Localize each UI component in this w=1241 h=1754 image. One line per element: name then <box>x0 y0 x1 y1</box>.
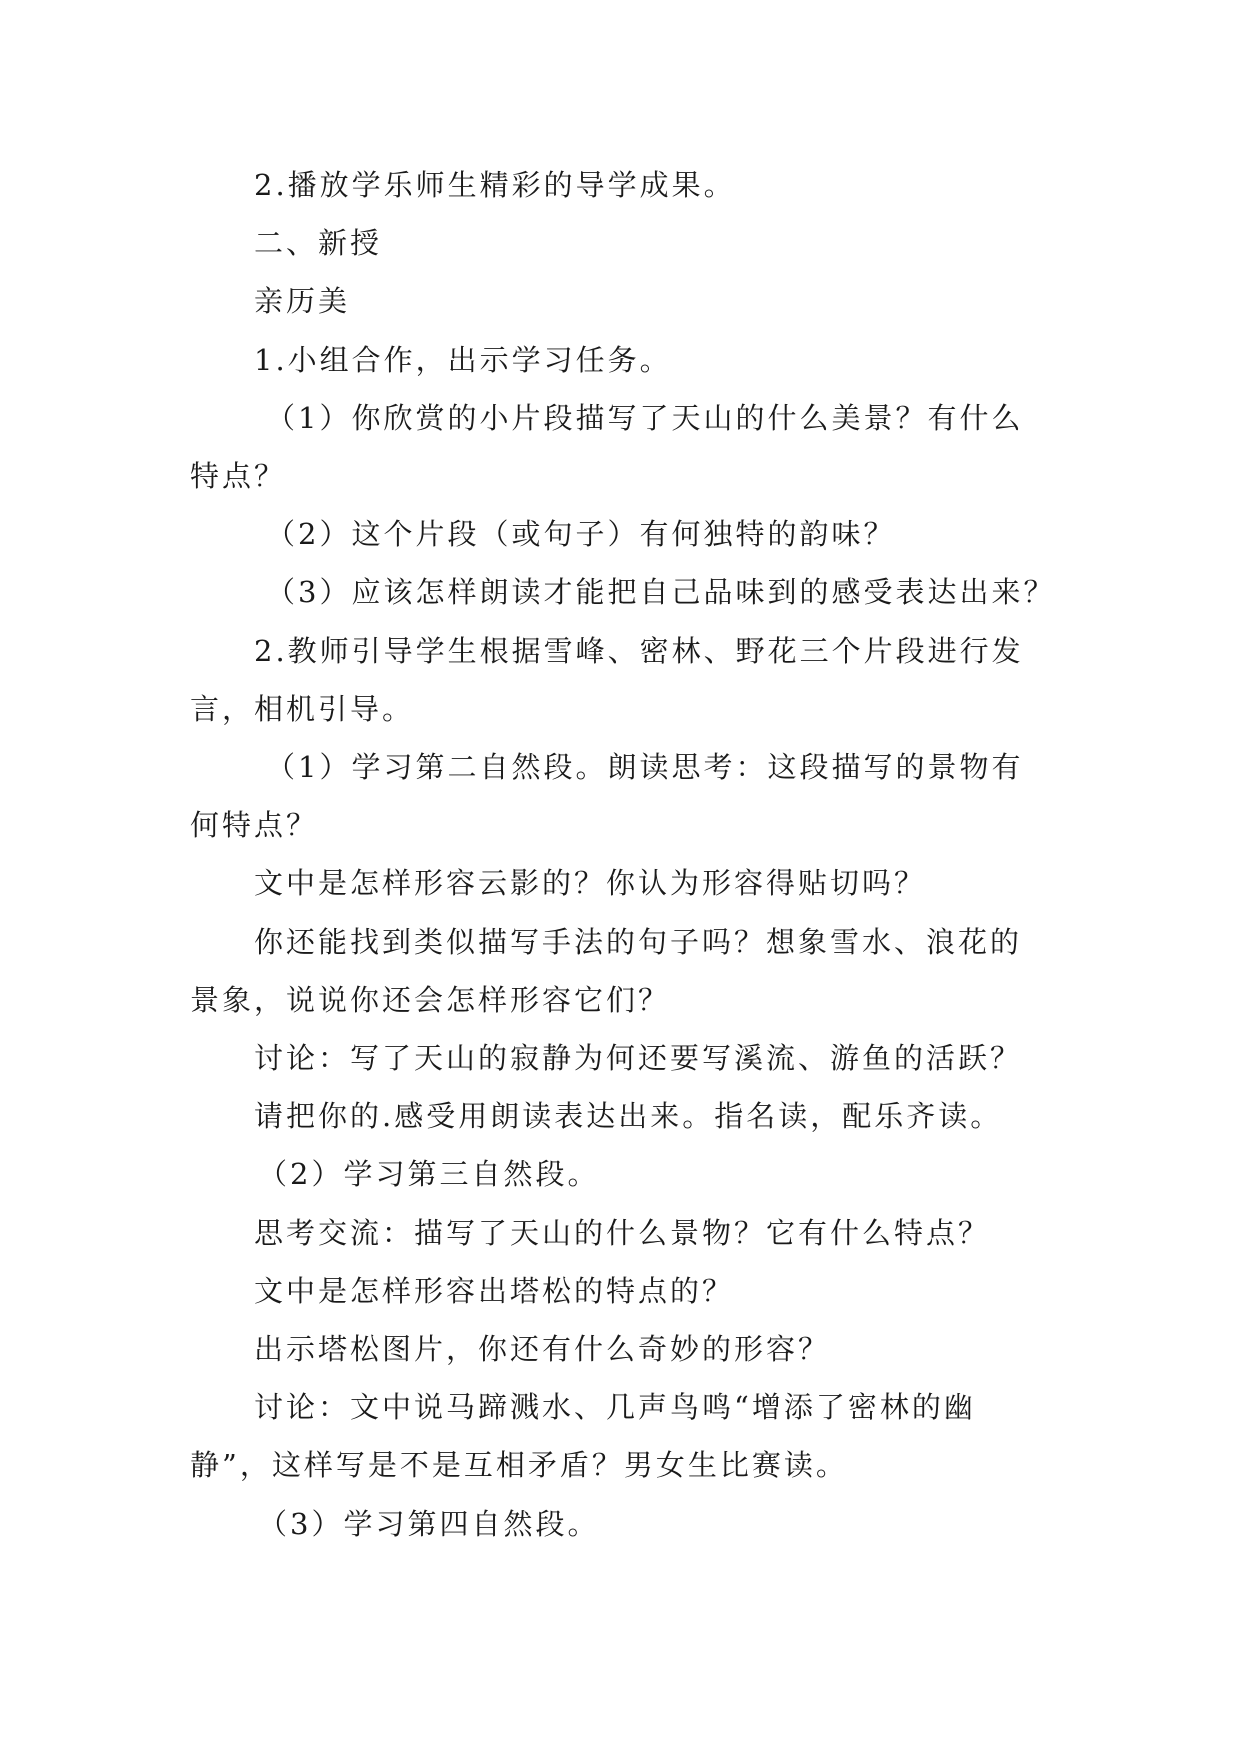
paragraph-line: 思考交流：描写了天山的什么景物？它有什么特点？ <box>254 1215 991 1250</box>
paragraph-line: （3）学习第四自然段。 <box>258 1506 600 1541</box>
paragraph-line: 文中是怎样形容云影的？你认为形容得贴切吗？ <box>254 866 927 901</box>
paragraph-line: 出示塔松图片，你还有什么奇妙的形容？ <box>254 1332 831 1367</box>
paragraph-line: 2.教师引导学生根据雪峰、密林、野花三个片段进行发 <box>254 633 1024 668</box>
subsection-heading: 亲历美 <box>254 284 351 319</box>
paragraph-line: 景象，说说你还会怎样形容它们？ <box>190 982 671 1017</box>
paragraph-line: （2）学习第三自然段。 <box>258 1157 600 1192</box>
document-body <box>190 156 1070 1553</box>
paragraph-line: 讨论：文中说马蹄溅水、几声鸟鸣“增添了密林的幽 <box>254 1390 976 1425</box>
section-heading: 二、新授 <box>254 226 383 261</box>
paragraph-line: （2）这个片段（或句子）有何独特的韵味？ <box>266 517 896 552</box>
paragraph-line: （3）应该怎样朗读才能把自己品味到的感受表达出来？ <box>266 575 1056 610</box>
paragraph-line: （1）学习第二自然段。朗读思考：这段描写的景物有 <box>266 750 1024 785</box>
paragraph-line: 特点？ <box>190 459 287 494</box>
paragraph-line: 何特点？ <box>190 808 319 843</box>
paragraph-line: 请把你的.感受用朗读表达出来。指名读，配乐齐读。 <box>254 1099 1003 1134</box>
paragraph-line: 2.播放学乐师生精彩的导学成果。 <box>254 168 736 202</box>
paragraph-line: 静”，这样写是不是互相矛盾？男女生比赛读。 <box>190 1448 848 1483</box>
paragraph-line: 讨论：写了天山的寂静为何还要写溪流、游鱼的活跃？ <box>254 1041 1023 1076</box>
paragraph-line: 1.小组合作，出示学习任务。 <box>254 342 672 377</box>
paragraph-line: 文中是怎样形容出塔松的特点的？ <box>254 1273 735 1308</box>
paragraph-line: （1）你欣赏的小片段描写了天山的什么美景？有什么 <box>266 400 1024 435</box>
paragraph-line: 你还能找到类似描写手法的句子吗？想象雪水、浪花的 <box>254 924 1023 959</box>
paragraph-line: 言，相机引导。 <box>190 691 415 726</box>
